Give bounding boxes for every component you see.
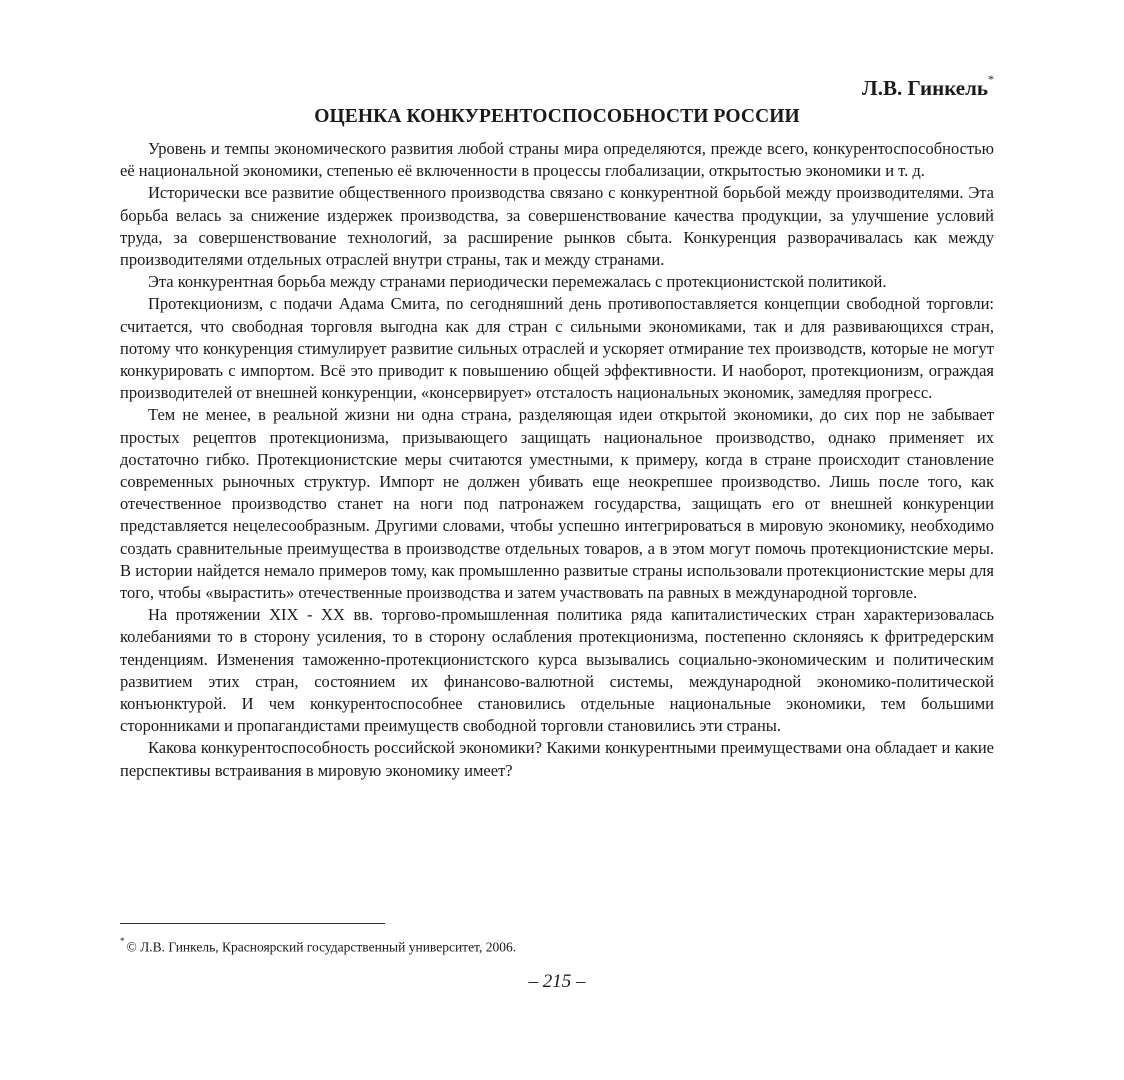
paragraph: Уровень и темпы экономического развития любой страны мира определяются, прежде всего, конкурентоспособностью её национальной экономики, степенью её включенности в процессы глобализации, открытостью экономики и т. д. (120, 139, 994, 181)
page-number: – 215 – (528, 971, 586, 992)
author-footnote-mark: * (988, 72, 994, 86)
article-title: ОЦЕНКА КОНКУРЕНТОСПОСОБНОСТИ РОССИИ (314, 106, 800, 127)
paragraph: Исторически все развитие общественного производства связано с конкурентной борьбой между производителями. Эта борьба велась за снижение издержек производства, за совершенствование качества продукции, за улучшение условий труда, за совершенствование технологий, за расширение рынков сбыта. Конкуренция разворачивалась как между производителями отдельных отраслей внутри страны, так и между странами. (120, 183, 994, 270)
paragraph: Какова конкурентоспособность российской экономики? Какими конкурентными преимуществами она обладает и какие перспективы встраивания в мировую экономику имеет? (120, 738, 994, 780)
footnote-mark: * (120, 936, 125, 946)
footnote-divider (120, 923, 385, 924)
author-heading (120, 70, 994, 101)
author-name: Л.В. Гинкель (862, 76, 988, 100)
paragraph: На протяжении XIX - XX вв. торгово-промышленная политика ряда капиталистических стран характеризовалась колебаниями то в сторону усиления, то в сторону ослабления протекционизма, постепенно склоняясь к фритредерским тенденциям. Изменения таможенно-протекционистского курса вызывались социально-экономическим и политическим развитием этих стран, состоянием их финансово-валютной системы, международной экономико-политической конъюнктурой. И чем конкурентоспособнее становились отдельные национальные экономики, тем большими сторонниками и пропагандистами преимуществ свободной торговли становились эти страны. (120, 605, 994, 736)
footnote-text: © Л.В. Гинкель, Красноярский государственный университет, 2006. (126, 939, 517, 955)
article-body (120, 138, 994, 782)
paragraph: Тем не менее, в реальной жизни ни одна страна, разделяющая идеи открытой экономики, до сих пор не забывает простых рецептов протекционизма, призывающего защищать национальное производство, однако применяет их достаточно гибко. Протекционистские меры считаются уместными, к примеру, когда в стране происходит становление современных рыночных структур. Импорт не должен убивать еще неокрепшее производство. Лишь после того, как отечественное производство станет на ноги под патронажем государства, защищать его от внешней конкуренции представляется нецелесообразным. Другими словами, чтобы успешно интегрироваться в мировую экономику, необходимо создать сравнительные преимущества в производстве отдельных товаров, а в этом могут помочь протекционистские меры. В истории найдется немало примеров тому, как промышленно развитые страны использовали протекционистские меры для того, чтобы «вырастить» отечественные производства и затем участвовать па равных в международной торговле. (120, 405, 994, 603)
paragraph: Протекционизм, с подачи Адама Смита, по сегодняшний день противопоставляется концепции свободной торговли: считается, что свободная торговля выгодна как для стран с сильными экономиками, так и для развивающихся стран, потому что конкуренция стимулирует развитие сильных отраслей и ускоряет отмирание тех производств, которые не могут конкурировать с импортом. Всё это приводит к повышению общей эффективности. И наоборот, протекционизм, ограждая производителей от внешней конкуренции, «консервирует» отсталость национальных экономик, замедляя прогресс. (120, 294, 994, 403)
paragraph: Эта конкурентная борьба между странами периодически перемежалась с протекционистской политикой. (148, 272, 887, 292)
footnote (120, 934, 994, 957)
